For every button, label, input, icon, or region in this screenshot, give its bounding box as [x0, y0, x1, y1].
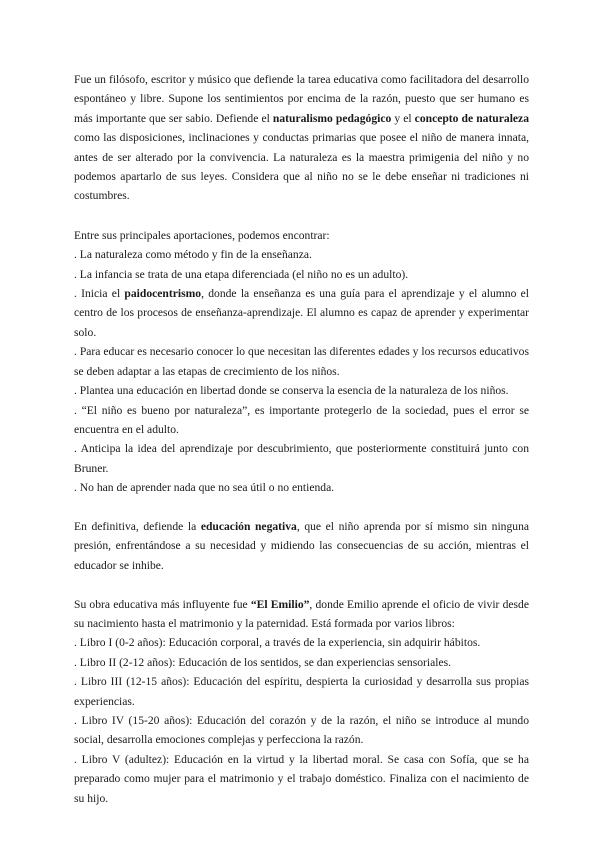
- book-item: . Libro IV (15-20 años): Educación del corazón y de la razón, el niño se introduce al mundo social, desarrolla emociones complejas y perfecciona la razón.: [74, 713, 529, 747]
- paidocentrismo-term: paidocentrismo: [124, 287, 202, 301]
- emilio-intro: [74, 595, 529, 634]
- emilio-text-1: Su obra educativa más influyente fue: [74, 597, 251, 611]
- naturalismo-term: naturalismo pedagógico: [272, 111, 392, 125]
- naturaleza-term: concepto de naturaleza: [414, 111, 530, 125]
- intro-text-1: Fue un filósofo, escritor y músico que defiende la tarea educativa como facilitadora del desarrollo espontáneo y libre. Supone los sentimientos por encima de la razón, puesto que ser humano es más importante que ser sabio. Defiende el: [74, 73, 529, 125]
- contribution-item: . La infancia se trata de una etapa diferenciada (el niño no es un adulto).: [74, 267, 409, 281]
- contribution-item: . Para educar es necesario conocer lo que necesitan las diferentes edades y los recursos educativos se deben adaptar a las etapas de crecimiento de los niños.: [74, 345, 529, 378]
- book-item: . Libro V (adultez): Educación en la virtud y la libertad moral. Se casa con Sofía, que se ha preparado como mujer para el matrimonio y el trabajo doméstico. Finaliza con el nacimiento de su hijo.: [74, 752, 529, 805]
- contribution-item: . No han de aprender nada que no sea útil o no entienda.: [74, 481, 335, 495]
- emilio-section: [74, 595, 529, 808]
- contribution-item: . La naturaleza como método y fin de la enseñanza.: [74, 248, 312, 262]
- book-item: . Libro II (2-12 años): Educación de los sentidos, se dan experiencias sensoriales.: [74, 655, 452, 669]
- document-page: [74, 70, 529, 827]
- book-item: . Libro I (0-2 años): Educación corporal, a través de la experiencia, sin adquirir hábitos.: [74, 636, 481, 650]
- contributions-list: [74, 226, 529, 498]
- contributions-intro: Entre sus principales aportaciones, podemos encontrar:: [74, 228, 330, 242]
- intro-text-2: y el: [391, 111, 415, 125]
- intro-text-3: como las disposiciones, inclinaciones y conductas primarias que posee el niño de manera innata, antes de ser alterado por la convivencia. La naturaleza es la maestra primigenia del niño y no podemos apartarlo de sus leyes. Considera que al niño no se le debe enseñar ni tradiciones ni costumbres.: [74, 131, 529, 203]
- contribution-item: . Anticipa la idea del aprendizaje por descubrimiento, que posteriormente constituirá junto con Bruner.: [74, 442, 529, 475]
- educacion-negativa-term: educación negativa: [200, 519, 297, 533]
- conclusion-paragraph: [74, 517, 529, 575]
- emilio-title: “El Emilio”: [250, 597, 310, 611]
- intro-paragraph: [74, 70, 529, 206]
- contribution-item: . Plantea una educación en libertad donde se conserva la esencia de la naturaleza de los niños.: [74, 384, 509, 398]
- book-item: . Libro III (12-15 años): Educación del espíritu, despierta la curiosidad y desarrolla sus propias experiencias.: [74, 675, 529, 708]
- conclusion-text-2: , que el niño aprenda por sí mismo sin ninguna presión, enfrentándose a su necesidad y midiendo las consecuencias de su acción, mientras el educador se inhibe.: [74, 519, 530, 572]
- contribution-item: . “El niño es bueno por naturaleza”, es importante protegerlo de la sociedad, pues el error se encuentra en el adulto.: [74, 403, 529, 436]
- contribution-item: [74, 284, 529, 342]
- conclusion-text-1: En definitiva, defiende la: [74, 519, 201, 533]
- contribution-text: , donde la enseñanza es una guía para el aprendizaje y el alumno el centro de los procesos de enseñanza-aprendizaje. El alumno es capaz de aprender y experimentar solo.: [74, 287, 529, 339]
- emilio-text-2: , donde Emilio aprende el oficio de vivir desde su nacimiento hasta el matrimonio y la paternidad. Está formada por varios libros:: [74, 597, 529, 630]
- contribution-text: . Inicia el: [74, 287, 125, 301]
